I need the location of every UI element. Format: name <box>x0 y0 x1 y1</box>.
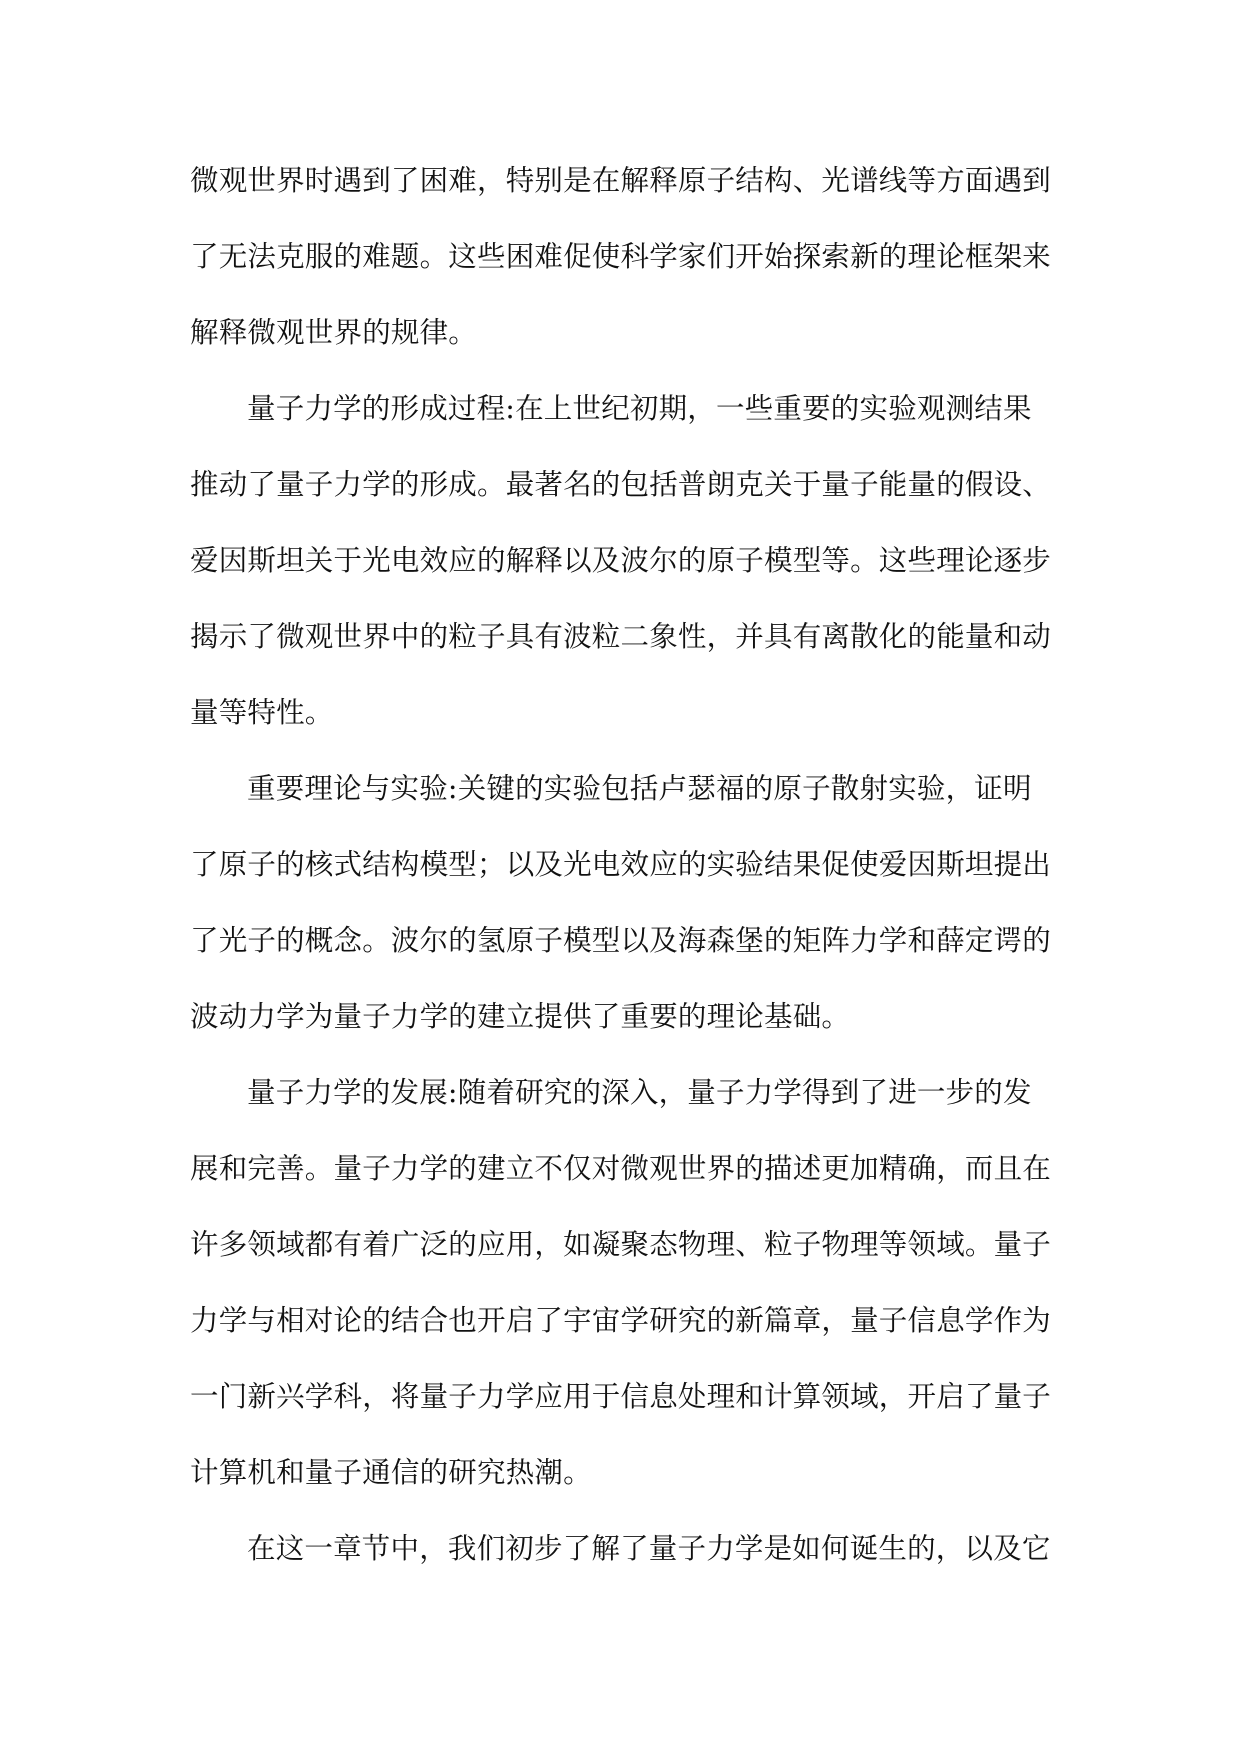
text-line: 爱因斯坦关于光电效应的解释以及波尔的原子模型等。这些理论逐步 <box>190 544 1052 577</box>
text-line: 许多领域都有着广泛的应用，如凝聚态物理、粒子物理等领域。量子 <box>190 1228 1052 1261</box>
text-line: 了光子的概念。波尔的氢原子模型以及海森堡的矩阵力学和薛定谔的 <box>190 924 1052 957</box>
document-body <box>190 143 1052 1587</box>
text-line: 推动了量子力学的形成。最著名的包括普朗克关于量子能量的假设、 <box>190 468 1052 501</box>
paragraph-3 <box>190 751 1052 1055</box>
text-line: 展和完善。量子力学的建立不仅对微观世界的描述更加精确，而且在 <box>190 1152 1052 1185</box>
paragraph-1 <box>190 143 1052 371</box>
text-line: 量子力学的发展:随着研究的深入，量子力学得到了进一步的发 <box>247 1076 1032 1109</box>
text-line: 解释微观世界的规律。 <box>190 316 478 349</box>
paragraph-5 <box>190 1511 1052 1587</box>
paragraph-2 <box>190 371 1052 751</box>
text-line: 一门新兴学科，将量子力学应用于信息处理和计算领域，开启了量子 <box>190 1380 1052 1413</box>
text-line: 了无法克服的难题。这些困难促使科学家们开始探索新的理论框架来 <box>190 240 1052 273</box>
text-line: 量子力学的形成过程:在上世纪初期，一些重要的实验观测结果 <box>247 392 1032 425</box>
text-line: 重要理论与实验:关键的实验包括卢瑟福的原子散射实验，证明 <box>247 772 1032 805</box>
paragraph-4 <box>190 1055 1052 1511</box>
text-line: 波动力学为量子力学的建立提供了重要的理论基础。 <box>190 1000 851 1033</box>
text-line: 计算机和量子通信的研究热潮。 <box>190 1456 592 1489</box>
text-line: 在这一章节中，我们初步了解了量子力学是如何诞生的，以及它 <box>247 1532 1051 1565</box>
text-line: 力学与相对论的结合也开启了宇宙学研究的新篇章，量子信息学作为 <box>190 1304 1052 1337</box>
text-line: 揭示了微观世界中的粒子具有波粒二象性，并具有离散化的能量和动 <box>190 620 1052 653</box>
text-line: 了原子的核式结构模型；以及光电效应的实验结果促使爱因斯坦提出 <box>190 848 1052 881</box>
text-line: 微观世界时遇到了困难，特别是在解释原子结构、光谱线等方面遇到 <box>190 164 1052 197</box>
text-line: 量等特性。 <box>190 696 334 729</box>
